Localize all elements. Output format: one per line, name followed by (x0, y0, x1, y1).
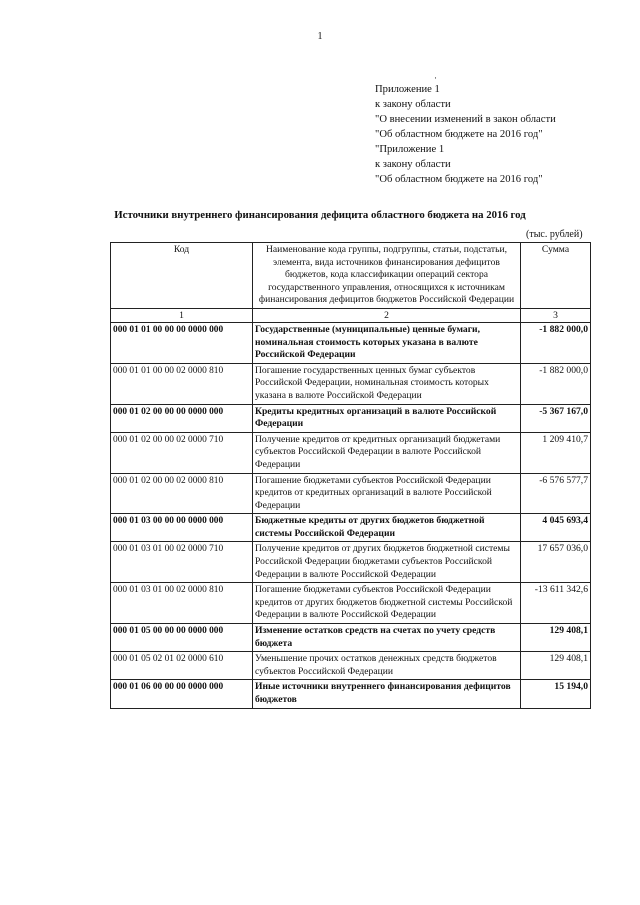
appendix-line: "О внесении изменений в закон области (375, 114, 556, 125)
table-row (111, 363, 591, 404)
header-name: Наименование кода группы, подгруппы, статьи, подстатьи, элемента, вида источников финансирования дефицитов бюджетов, кода классификации операций сектора государственного управления, относящихся к источникам финансирования дефицитов бюджетов Российской Федерации (253, 243, 521, 309)
row-sum: 129 408,1 (521, 624, 591, 652)
table-row (111, 583, 591, 624)
row-name: Государственные (муниципальные) ценные бумаги, номинальная стоимость которых указана в валюте Российской Федерации (253, 322, 521, 363)
appendix-line: "Об областном бюджете на 2016 год" (375, 129, 543, 140)
appendix-line: "Об областном бюджете на 2016 год" (375, 174, 543, 185)
table-row (111, 624, 591, 652)
row-sum: 17 657 036,0 (521, 542, 591, 583)
column-number: 3 (521, 308, 591, 322)
row-name: Иные источники внутреннего финансирования дефицитов бюджетов (253, 680, 521, 708)
row-code: 000 01 03 01 00 02 0000 810 (111, 583, 253, 624)
row-code: 000 01 03 01 00 02 0000 710 (111, 542, 253, 583)
row-code: 000 01 02 00 00 02 0000 710 (111, 432, 253, 473)
row-name: Бюджетные кредиты от других бюджетов бюджетной системы Российской Федерации (253, 514, 521, 542)
row-sum: 1 209 410,7 (521, 432, 591, 473)
table-row (111, 473, 591, 514)
row-name: Получение кредитов от других бюджетов бюджетной системы Российской Федерации бюджетами субъектов Российской Федерации в валюте Российской Федерации (253, 542, 521, 583)
column-number: 2 (253, 308, 521, 322)
row-code: 000 01 02 00 00 00 0000 000 (111, 404, 253, 432)
appendix-line: Приложение 1 (375, 84, 440, 95)
row-name: Уменьшение прочих остатков денежных средств бюджетов субъектов Российской Федерации (253, 652, 521, 680)
table-row (111, 404, 591, 432)
row-sum: 129 408,1 (521, 652, 591, 680)
table-row (111, 432, 591, 473)
row-name: Получение кредитов от кредитных организаций бюджетами субъектов Российской Федерации в валюте Российской Федерации (253, 432, 521, 473)
row-code: 000 01 05 02 01 02 0000 610 (111, 652, 253, 680)
row-sum: -1 882 000,0 (521, 322, 591, 363)
column-number: 1 (111, 308, 253, 322)
table-header-row (111, 243, 591, 309)
scan-speck: · (434, 73, 437, 83)
row-sum: -6 576 577,7 (521, 473, 591, 514)
document-title: Источники внутреннего финансирования дефицита областного бюджета на 2016 год (114, 209, 526, 221)
appendix-line: к закону области (375, 159, 451, 170)
table-row (111, 542, 591, 583)
row-code: 000 01 02 00 00 02 0000 810 (111, 473, 253, 514)
row-code: 000 01 05 00 00 00 0000 000 (111, 624, 253, 652)
row-sum: -1 882 000,0 (521, 363, 591, 404)
row-name: Погашение государственных ценных бумаг субъектов Российской Федерации, номинальная стоимость которых указана в валюте Российской Федерации (253, 363, 521, 404)
table-row (111, 680, 591, 708)
row-sum: -13 611 342,6 (521, 583, 591, 624)
table-row (111, 514, 591, 542)
units-label: (тыс. рублей) (526, 229, 583, 240)
row-name: Погашение бюджетами субъектов Российской Федерации кредитов от кредитных организаций в валюте Российской Федерации (253, 473, 521, 514)
row-name: Погашение бюджетами субъектов Российской Федерации кредитов от других бюджетов бюджетной системы Российской Федерации в валюте Российской Федерации (253, 583, 521, 624)
row-code: 000 01 01 00 00 00 0000 000 (111, 322, 253, 363)
page-number: 1 (317, 31, 323, 42)
row-sum: 4 045 693,4 (521, 514, 591, 542)
row-code: 000 01 01 00 00 02 0000 810 (111, 363, 253, 404)
row-sum: -5 367 167,0 (521, 404, 591, 432)
table-row (111, 322, 591, 363)
appendix-note (375, 82, 556, 187)
header-sum: Сумма (521, 243, 591, 309)
table-row (111, 652, 591, 680)
financing-sources-table (110, 242, 591, 709)
column-number-row (111, 308, 591, 322)
appendix-line: "Приложение 1 (375, 144, 445, 155)
row-name: Кредиты кредитных организаций в валюте Российской Федерации (253, 404, 521, 432)
appendix-line: к закону области (375, 99, 451, 110)
row-sum: 15 194,0 (521, 680, 591, 708)
row-code: 000 01 03 00 00 00 0000 000 (111, 514, 253, 542)
header-code: Код (111, 243, 253, 309)
row-name: Изменение остатков средств на счетах по учету средств бюджета (253, 624, 521, 652)
row-code: 000 01 06 00 00 00 0000 000 (111, 680, 253, 708)
